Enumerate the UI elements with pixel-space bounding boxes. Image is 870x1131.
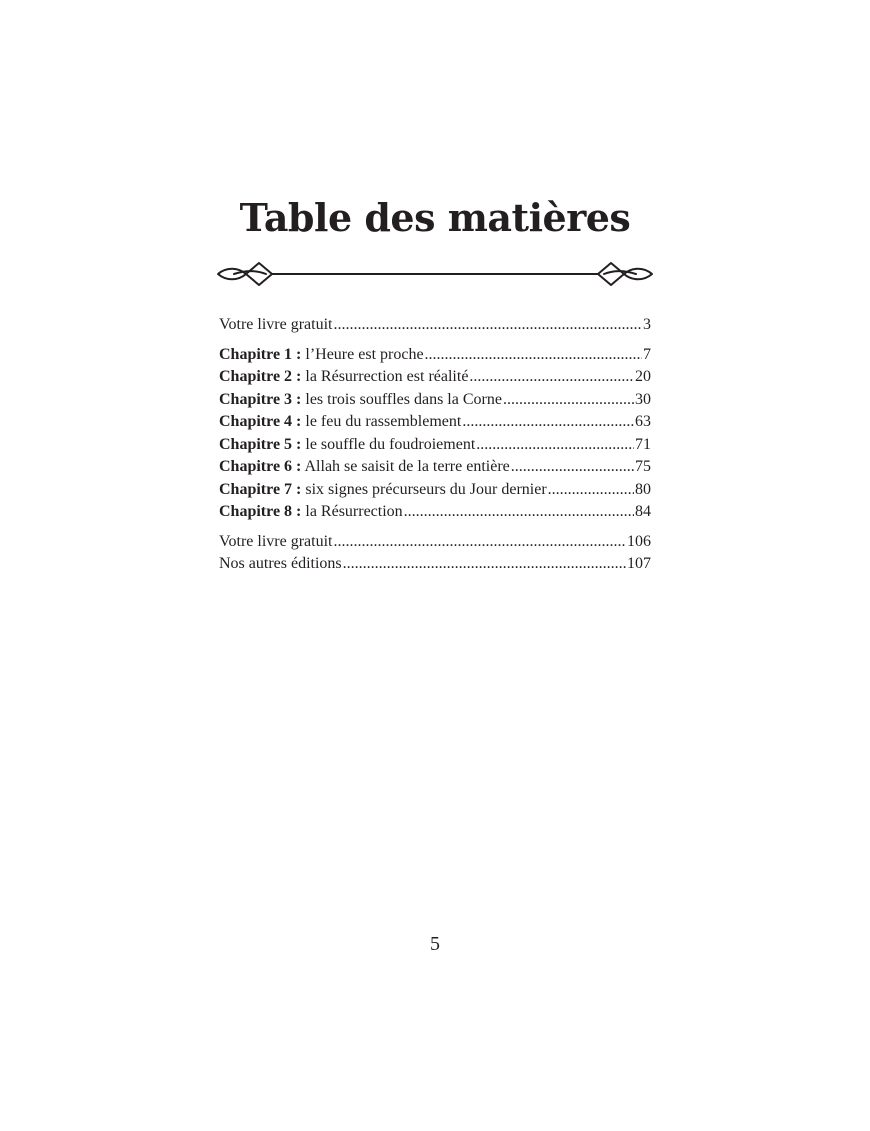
toc-page-number: 3 [643, 316, 651, 333]
toc-entry-autres-editions[interactable] [219, 553, 651, 576]
chapter-number: Chapitre 1 : [219, 345, 302, 363]
chapter-title: six signes précurseurs du Jour dernier [305, 480, 547, 498]
toc-entry-chapitre-2[interactable] [219, 366, 651, 389]
toc-entry-chapitre-6[interactable] [219, 456, 651, 479]
toc-entry-label [219, 434, 475, 457]
toc-title: Table des matières [239, 195, 631, 240]
toc-entry-chapitre-1[interactable] [219, 344, 651, 367]
toc-entry-label [219, 456, 510, 479]
dot-leader [469, 366, 634, 389]
toc-entry-chapitre-5[interactable] [219, 434, 651, 457]
toc-entry-back-livre-gratuit[interactable] [219, 531, 651, 554]
chapter-title: les trois souffles dans la Corne [305, 390, 502, 408]
toc-entry-label [219, 479, 547, 502]
chapter-title: l’Heure est proche [305, 345, 424, 363]
dot-leader [333, 531, 626, 554]
dot-leader [425, 344, 642, 367]
chapter-title: le souffle du foudroiement [305, 435, 476, 453]
chapter-title: la Résurrection [305, 503, 403, 520]
dot-leader [462, 411, 634, 434]
ornamental-divider [216, 260, 654, 288]
toc-entry-label: Nos autres éditions [219, 555, 342, 572]
dot-leader [511, 456, 634, 479]
toc-entry-label: Votre livre gratuit [219, 316, 333, 333]
toc-page-number: 75 [635, 458, 651, 475]
page-number: 5 [430, 933, 440, 955]
chapter-number: Chapitre 7 : [219, 480, 302, 498]
chapter-number: Chapitre 5 : [219, 435, 302, 453]
toc-entry-chapitre-4[interactable] [219, 411, 651, 434]
toc-entry-label: Votre livre gratuit [219, 532, 333, 550]
toc-entry-chapitre-8[interactable] [219, 501, 651, 524]
toc-page-number: 71 [635, 435, 651, 453]
dot-leader [404, 501, 634, 524]
dot-leader [343, 553, 626, 576]
chapter-number: Chapitre 8 : [219, 503, 302, 520]
toc-entry-label [219, 389, 502, 412]
toc-page-number: 80 [635, 480, 651, 498]
dot-leader [548, 479, 634, 502]
toc-page-number: 107 [627, 555, 651, 572]
dot-leader [503, 389, 634, 412]
toc-entry-chapitre-3[interactable] [219, 389, 651, 412]
toc-entry-label [219, 366, 468, 389]
chapter-number: Chapitre 6 : [219, 458, 302, 475]
table-of-contents [219, 314, 651, 576]
chapter-number: Chapitre 4 : [219, 413, 302, 430]
chapter-title: Allah se saisit de la terre entière [304, 458, 510, 475]
chapter-title: le feu du rassemblement [305, 413, 462, 430]
toc-page-number: 30 [635, 390, 651, 408]
toc-page-number: 20 [635, 368, 651, 385]
toc-entry-chapitre-7[interactable] [219, 479, 651, 502]
toc-entry-label [219, 501, 403, 524]
dot-leader [476, 434, 634, 457]
toc-page-number: 7 [643, 345, 651, 363]
toc-entry-label [219, 411, 461, 434]
toc-entry-front-livre-gratuit[interactable] [219, 314, 651, 337]
chapter-title: la Résurrection est réalité [305, 368, 469, 385]
toc-entry-label [219, 344, 424, 367]
toc-page-number: 106 [627, 532, 651, 550]
chapter-number: Chapitre 3 : [219, 390, 302, 408]
toc-page-number: 63 [635, 413, 651, 430]
toc-page-number: 84 [635, 503, 651, 520]
dot-leader [333, 314, 642, 337]
chapter-number: Chapitre 2 : [219, 368, 302, 385]
